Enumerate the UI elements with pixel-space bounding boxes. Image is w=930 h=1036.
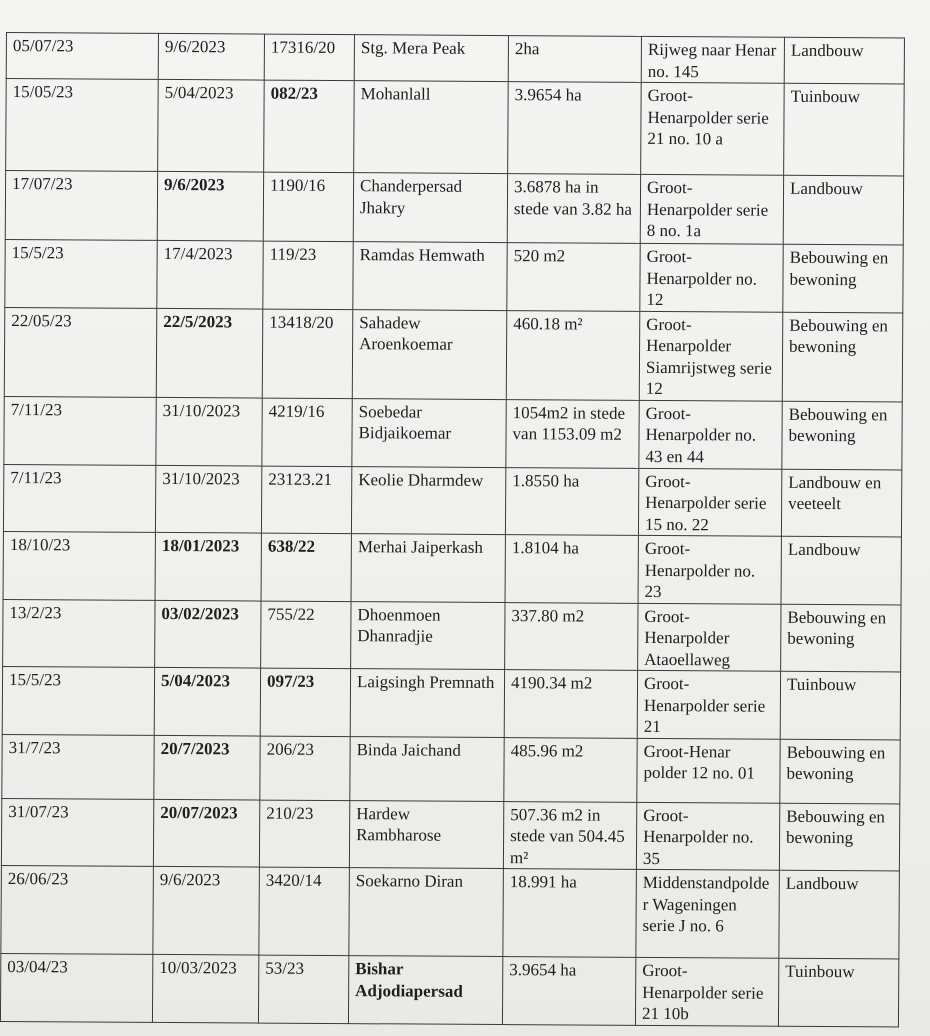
- request-date-cell: 18/10/23: [3, 531, 155, 599]
- applicant-name-cell: Merhai Jaiperkash: [351, 534, 505, 602]
- decision-date-cell: 03/02/2023: [155, 600, 261, 668]
- decision-date-cell: 9/6/2023: [157, 171, 263, 241]
- reference-number-cell: 17316/20: [264, 34, 354, 81]
- decision-date-cell: 5/04/2023: [158, 79, 265, 172]
- area-cell: 2ha: [508, 36, 641, 83]
- location-cell: Rijweg naar Henar no. 145: [641, 36, 784, 83]
- request-date-cell: 17/07/23: [5, 171, 157, 241]
- location-cell: Groot-Henarpolder serie 21 no. 10 a: [641, 82, 785, 175]
- land-use-cell: Landbouw: [781, 536, 901, 604]
- location-cell: Groot-Henar polder 12 no. 01: [637, 738, 780, 803]
- location-cell: Groot-Henarpolder Siamrijstweg serie 12: [639, 311, 783, 401]
- reference-number-cell: 210/23: [259, 800, 349, 868]
- land-use-cell: Landbouw: [784, 37, 904, 84]
- decision-date-cell: 31/10/2023: [156, 397, 262, 466]
- reference-number-cell: 13418/20: [262, 309, 353, 399]
- applicant-name-cell: Ramdas Hemwath: [353, 242, 507, 310]
- location-cell: Groot-Henarpolder Ataoellaweg: [638, 603, 781, 671]
- decision-date-cell: 20/7/2023: [154, 735, 260, 800]
- location-cell: Groot-Henarpolder no. 35: [636, 802, 779, 870]
- request-date-cell: 13/2/23: [3, 599, 155, 667]
- applicant-name-cell: Soebedar Bidjaikoemar: [352, 398, 506, 467]
- decision-date-cell: 31/10/2023: [155, 465, 261, 533]
- applicant-name-cell: Laigsingh Premnath: [350, 669, 504, 737]
- area-cell: 507.36 m2 in stede van 504.45 m²: [503, 801, 636, 869]
- location-cell: Groot-Henarpolder no. 12: [640, 243, 783, 311]
- location-cell: Groot-Henarpolder no. 23: [638, 535, 781, 603]
- request-date-cell: 15/5/23: [5, 239, 157, 307]
- request-date-cell: 03/04/23: [0, 953, 152, 1021]
- area-cell: 460.18 m²: [506, 310, 640, 400]
- applicant-name-cell: Binda Jaichand: [350, 736, 504, 801]
- decision-date-cell: 9/6/2023: [153, 866, 260, 955]
- table-row: [6, 79, 905, 176]
- area-cell: 485.96 m2: [504, 737, 637, 802]
- land-use-cell: Tuinbouw: [780, 671, 900, 739]
- request-date-cell: 26/06/23: [1, 865, 154, 954]
- land-use-cell: Landbouw: [779, 870, 900, 959]
- table-row: [3, 464, 901, 537]
- request-date-cell: 15/05/23: [6, 79, 159, 172]
- decision-date-cell: 17/4/2023: [157, 240, 263, 308]
- land-use-cell: Tuinbouw: [778, 958, 898, 1026]
- decision-date-cell: 9/6/2023: [158, 33, 264, 80]
- reference-number-cell: 119/23: [263, 241, 353, 309]
- table-row: [3, 599, 901, 672]
- reference-number-cell: 53/23: [258, 955, 348, 1023]
- area-cell: 1.8550 ha: [505, 467, 638, 535]
- decision-date-cell: 10/03/2023: [152, 954, 258, 1022]
- area-cell: 1054m2 in stede van 1153.09 m2: [506, 399, 639, 468]
- applicant-name-cell: Mohanlall: [354, 81, 509, 174]
- land-use-cell: Bebouwing en bewoning: [782, 401, 902, 470]
- table-row: [2, 734, 900, 803]
- land-use-cell: Bebouwing en bewoning: [780, 739, 900, 804]
- location-cell: Middenstandpolder Wageningen serie J no. 6: [636, 869, 780, 958]
- table-row: [6, 33, 904, 84]
- applicant-name-cell: Hardew Rambharose: [349, 800, 503, 868]
- table-row: [1, 865, 900, 958]
- decision-date-cell: 18/01/2023: [155, 532, 261, 600]
- request-date-cell: 05/07/23: [6, 33, 158, 80]
- applicant-name-cell: Bishar Adjodiapersad: [348, 956, 502, 1024]
- table-row: [5, 171, 903, 245]
- decision-date-cell: 22/5/2023: [156, 308, 263, 398]
- area-cell: 3.9654 ha: [502, 957, 635, 1025]
- applicant-name-cell: Chanderpersad Jhakry: [353, 173, 507, 243]
- table-row: [5, 239, 903, 312]
- reference-number-cell: 082/23: [264, 80, 355, 173]
- location-cell: Groot-Henarpolder serie 21 10b: [635, 957, 778, 1025]
- land-register-table: [0, 32, 905, 1027]
- area-cell: 337.80 m2: [505, 602, 638, 670]
- table-row: [4, 307, 903, 401]
- table-row: [0, 953, 898, 1026]
- location-cell: Groot-Henarpolder no. 43 en 44: [639, 400, 782, 469]
- reference-number-cell: 4219/16: [262, 398, 352, 467]
- applicant-name-cell: Sahadew Aroenkoemar: [352, 309, 507, 399]
- reference-number-cell: 3420/14: [259, 867, 350, 956]
- location-cell: Groot-Henarpolder serie 21: [637, 670, 780, 738]
- applicant-name-cell: Keolie Dharmdew: [351, 466, 505, 534]
- land-use-cell: Bebouwing en bewoning: [783, 244, 903, 312]
- applicant-name-cell: Stg. Mera Peak: [354, 35, 508, 82]
- decision-date-cell: 5/04/2023: [154, 667, 260, 735]
- reference-number-cell: 755/22: [261, 601, 351, 669]
- reference-number-cell: 097/23: [260, 668, 350, 736]
- applicant-name-cell: Dhoenmoen Dhanradjie: [351, 601, 505, 669]
- request-date-cell: 7/11/23: [4, 396, 156, 465]
- area-cell: 3.6878 ha in stede van 3.82 ha: [507, 174, 640, 244]
- request-date-cell: 7/11/23: [3, 464, 155, 532]
- reference-number-cell: 23123.21: [261, 466, 351, 534]
- location-cell: Groot-Henarpolder serie 8 no. 1a: [640, 174, 783, 244]
- reference-number-cell: 1190/16: [263, 172, 353, 242]
- table-row: [2, 666, 900, 739]
- land-use-cell: Landbouw: [783, 175, 903, 245]
- land-use-cell: Bebouwing en bewoning: [781, 604, 901, 672]
- area-cell: 18.991 ha: [503, 869, 637, 958]
- area-cell: 3.9654 ha: [508, 82, 642, 175]
- table-row: [1, 798, 899, 871]
- request-date-cell: 22/05/23: [4, 307, 157, 397]
- area-cell: 520 m2: [507, 243, 640, 311]
- reference-number-cell: 206/23: [260, 736, 350, 801]
- land-use-cell: Tuinbouw: [784, 83, 905, 176]
- location-cell: Groot-Henarpolder serie 15 no. 22: [638, 468, 781, 536]
- request-date-cell: 31/07/23: [1, 798, 153, 866]
- applicant-name-cell: Soekarno Diran: [349, 868, 504, 957]
- area-cell: 1.8104 ha: [505, 535, 638, 603]
- land-use-cell: Bebouwing en bewoning: [779, 803, 899, 871]
- land-use-cell: Bebouwing en bewoning: [782, 312, 903, 402]
- table-row: [3, 531, 901, 604]
- land-use-cell: Landbouw en veeteelt: [781, 469, 901, 537]
- area-cell: 4190.34 m2: [504, 670, 637, 738]
- request-date-cell: 15/5/23: [2, 666, 154, 734]
- decision-date-cell: 20/07/2023: [153, 799, 259, 867]
- request-date-cell: 31/7/23: [2, 734, 154, 799]
- reference-number-cell: 638/22: [261, 533, 351, 601]
- table-row: [4, 396, 902, 469]
